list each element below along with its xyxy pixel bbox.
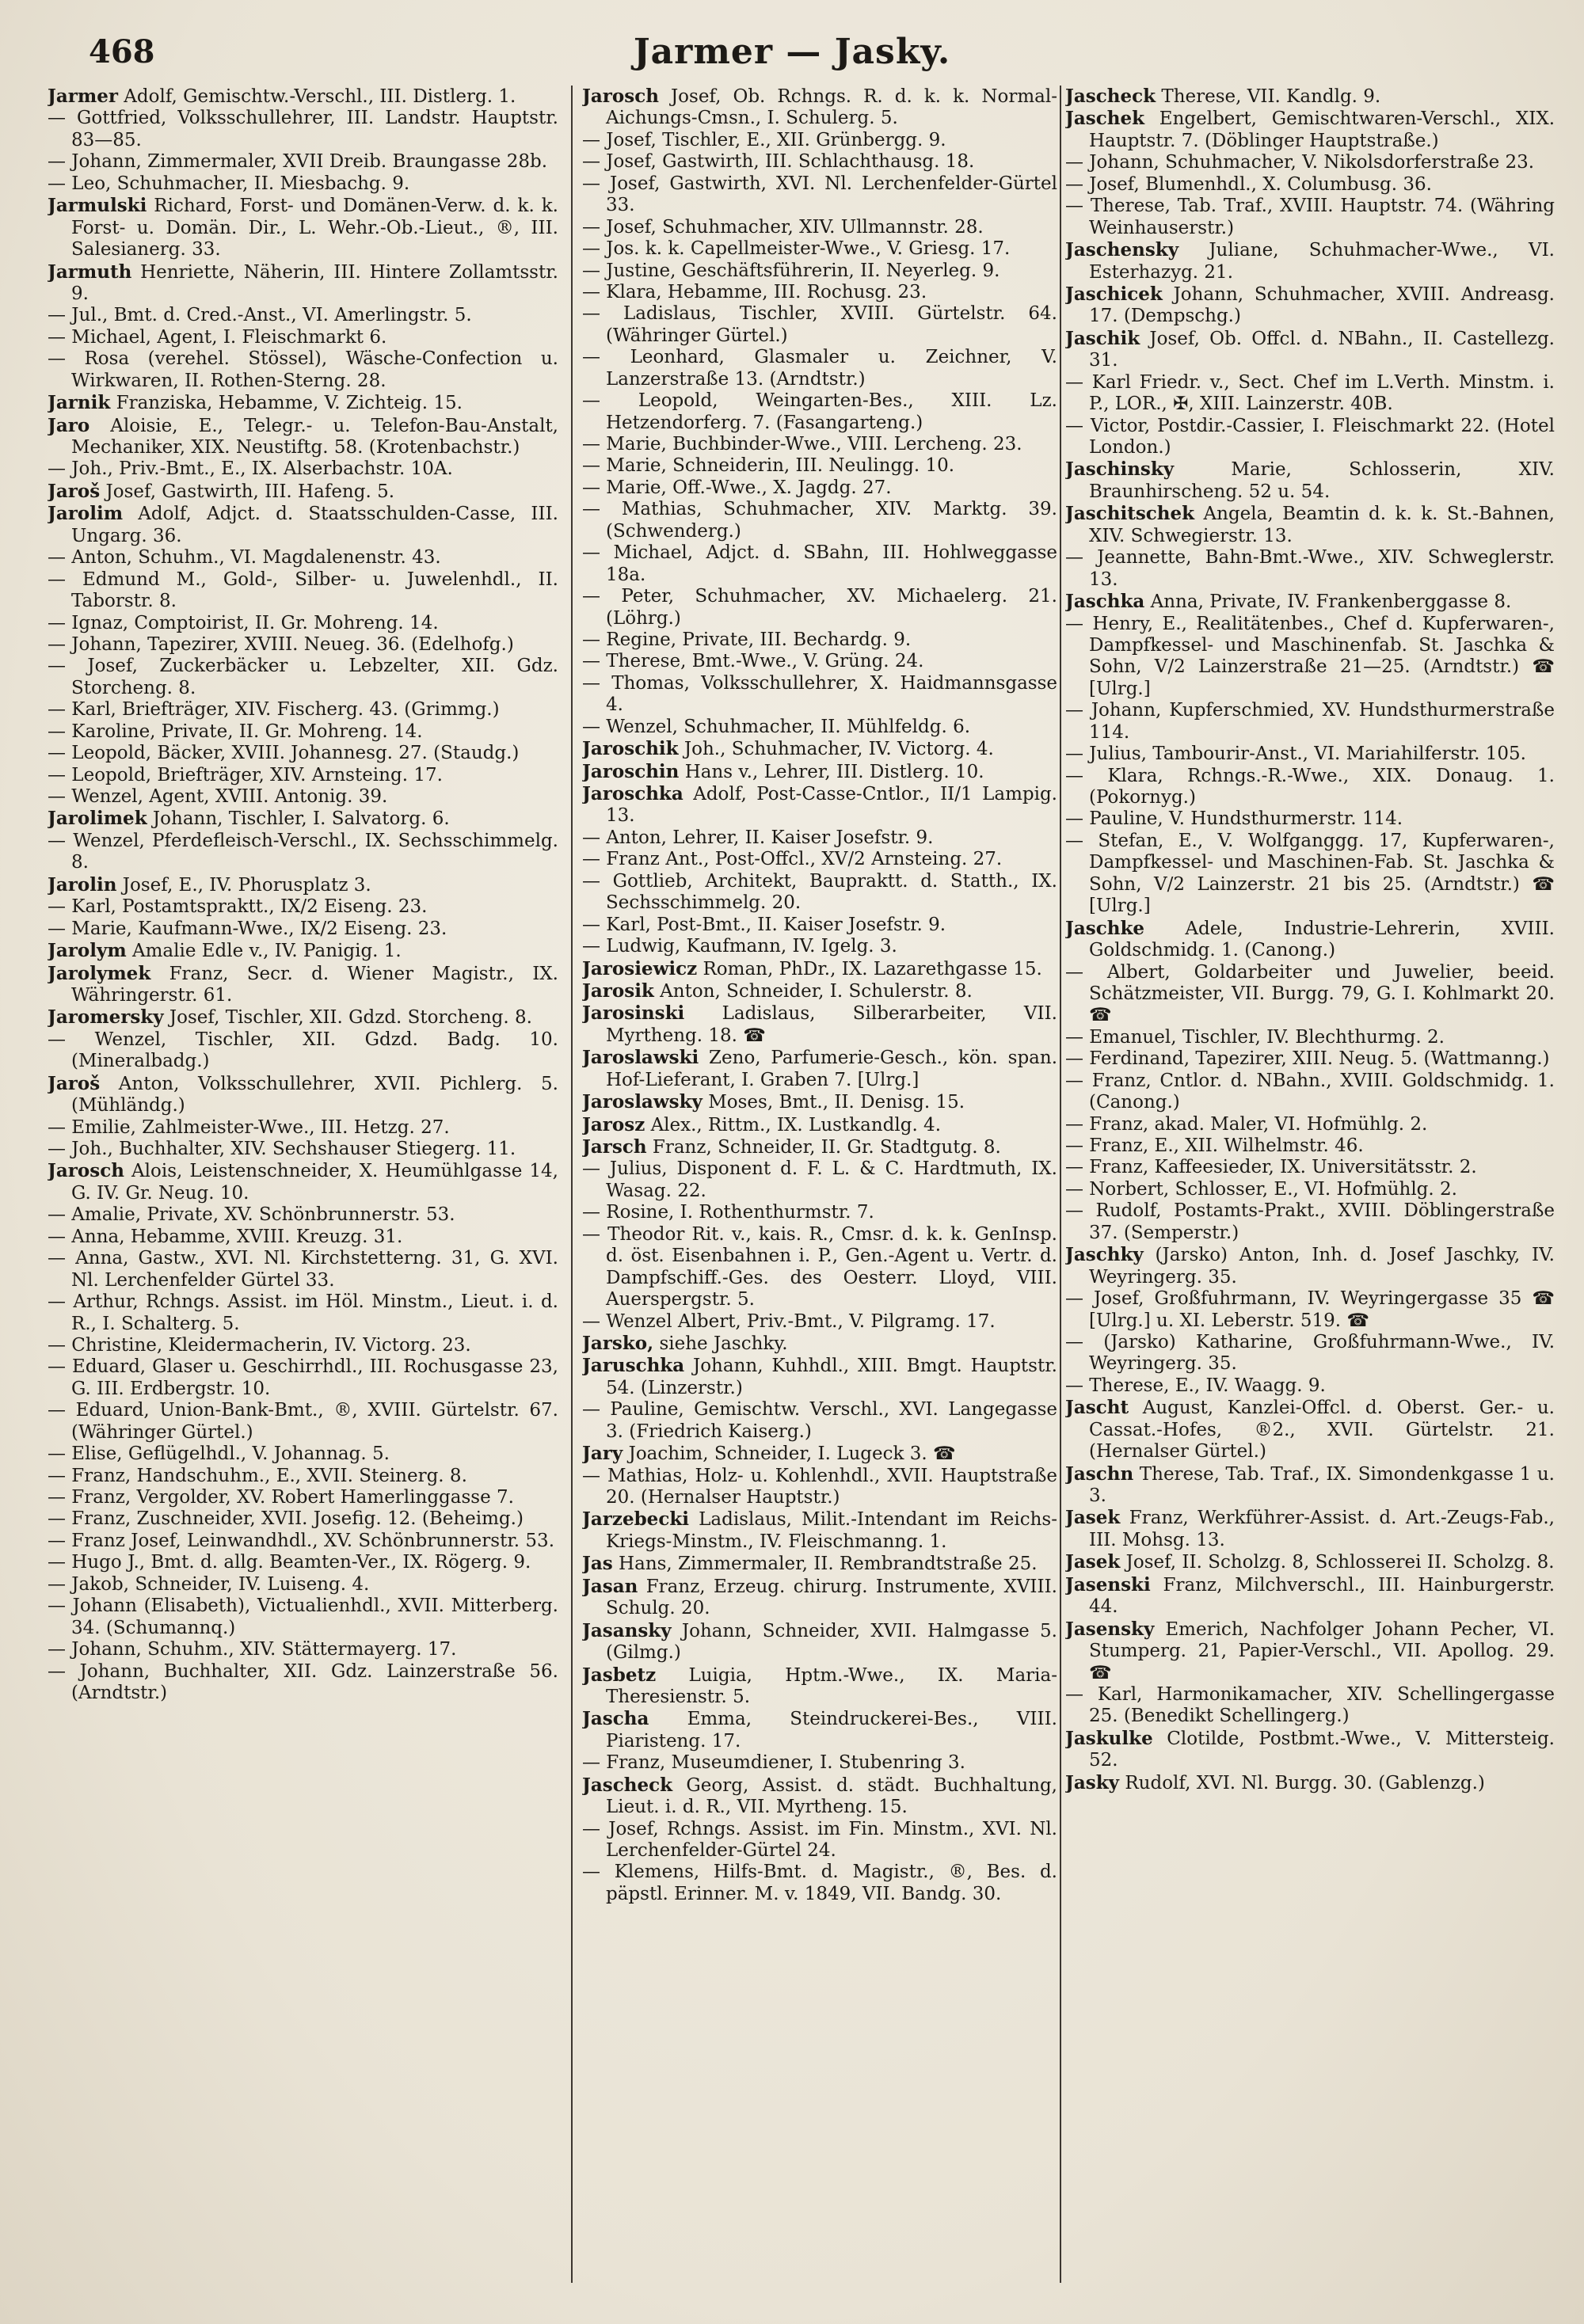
entry-headword: Jarosch: [48, 1160, 124, 1182]
directory-entry: Jarmulski Richard, Forst- und Domänen-Verw. d. k. k. Forst- u. Domän. Dir., L. Wehr.-Ob.-Lieut., ®, III. Salesianerg. 33.: [48, 195, 558, 261]
directory-entry: — Henry, E., Realitätenbes., Chef d. Kupferwaren-, Dampfkessel- und Maschinenfab. St. Jaschka & Sohn, V/2 Lainzerstraße 21—25. (Arndtstr.) ☎ [Ulrg.]: [1065, 613, 1555, 699]
directory-entry: — Johann (Elisabeth), Victualienhdl., XVII. Mitterberg. 34. (Schumannq.): [48, 1596, 558, 1638]
directory-entry: Jarosch Josef, Ob. Rchngs. R. d. k. k. Normal-Aichungs-Cmsn., I. Schulerg. 5.: [582, 86, 1057, 129]
column-right: [1065, 86, 1555, 2295]
directory-entry: Jas Hans, Zimmermaler, II. Rembrandtstraße 25.: [582, 1553, 1038, 1575]
directory-entry: Jaschik Josef, Ob. Offcl. d. NBahn., II. Castellezg. 31.: [1065, 327, 1555, 371]
entry-headword: Jaschke: [1065, 917, 1145, 939]
entry-headword: Jarosch: [582, 86, 659, 107]
column-middle: [582, 86, 1057, 2295]
directory-entry: — Leopold, Weingarten-Bes., XIII. Lz. Hetzendorferg. 7. (Fasangarteng.): [582, 390, 1057, 433]
entry-headword: Jarmulski: [48, 195, 147, 217]
directory-entry: Jasensky Emerich, Nachfolger Johann Pecher, VI. Stumperg. 21, Papier-Verschl., VII. Apollog. 29. ☎: [1065, 1618, 1555, 1683]
directory-entry: Jaschke Adele, Industrie-Lehrerin, XVIII. Goldschmidg. 1. (Canong.): [1065, 917, 1555, 961]
entry-headword: Jaschitschek: [1065, 503, 1195, 525]
directory-entry: — Leopold, Briefträger, XIV. Arnsteing. 17.: [48, 764, 443, 785]
directory-entry: — Josef, Gastwirth, XVI. Nl. Lerchenfelder-Gürtel 33.: [582, 173, 1057, 216]
column-left: [48, 86, 558, 2295]
directory-entry: — Karl, Harmonikamacher, XIV. Schellingergasse 25. (Benedikt Schellingerg.): [1065, 1683, 1555, 1727]
entry-headword: Jaschicek: [1065, 283, 1163, 305]
directory-entry: Jarolin Josef, E., IV. Phorusplatz 3.: [48, 873, 371, 896]
directory-entry: Jarolymek Franz, Secr. d. Wiener Magistr., IX. Währingerstr. 61.: [48, 962, 558, 1006]
page-number: 468: [89, 33, 155, 70]
directory-entry: Jarolim Adolf, Adjct. d. Staatsschulden-Casse, III. Ungarg. 36.: [48, 503, 558, 546]
entry-headword: Jarmuth: [48, 261, 132, 283]
directory-entry: — Johann, Tapezirer, XVIII. Neueg. 36. (Edelhofg.): [48, 633, 514, 655]
entry-headword: Jaruschka: [582, 1355, 685, 1377]
directory-entry: — Christine, Kleidermacherin, IV. Victorg. 23.: [48, 1334, 471, 1356]
directory-entry: — Ladislaus, Tischler, XVIII. Gürtelstr. 64. (Währinger Gürtel.): [582, 303, 1057, 346]
directory-entry: — Karl, Briefträger, XIV. Fischerg. 43. (Grimmg.): [48, 699, 500, 721]
directory-entry: — Josef, Zuckerbäcker u. Lebzelter, XII. Gdz. Storcheng. 8.: [48, 656, 558, 698]
directory-entry: — Ignaz, Comptoirist, II. Gr. Mohreng. 14.: [48, 612, 439, 633]
entry-headword: Jary: [582, 1443, 623, 1465]
entry-headword: Jaschensky: [1065, 239, 1179, 261]
directory-entry: Jaroschik Joh., Schuhmacher, IV. Victorg. 4.: [582, 738, 994, 760]
directory-entry: — Emilie, Zahlmeister-Wwe., III. Hetzg. 27.: [48, 1116, 450, 1138]
directory-entry: — Karl, Postamtspraktt., IX/2 Eiseng. 23.: [48, 896, 428, 918]
entry-headword: Jaroš: [48, 1072, 101, 1094]
directory-entry: — Anton, Lehrer, II. Kaiser Josefstr. 9.: [582, 827, 934, 848]
directory-entry: — Joh., Buchhalter, XIV. Sechshauser Stiegerg. 11.: [48, 1139, 516, 1159]
directory-entry: — Wenzel Albert, Priv.-Bmt., V. Pilgramg. 17.: [582, 1310, 996, 1332]
entry-headword: Jasenski: [1065, 1573, 1151, 1596]
entry-headword: Jarolim: [48, 503, 124, 525]
directory-entry: Jarmuth Henriette, Näherin, III. Hintere Zollamtsstr. 9.: [48, 261, 558, 304]
directory-entry: — Josef, Blumenhdl., X. Columbusg. 36.: [1065, 173, 1432, 195]
column-rule-1: [571, 86, 573, 2283]
directory-entry: Jaroš Josef, Gastwirth, III. Hafeng. 5.: [48, 480, 395, 502]
entry-headword: Jarosz: [582, 1113, 645, 1135]
entry-headword: Jarolym: [48, 940, 127, 962]
directory-entry: — Josef, Großfuhrmann, IV. Weyringergasse 35 ☎ [Ulrg.] u. XI. Leberstr. 519. ☎: [1065, 1288, 1555, 1331]
directory-entry: Jasek Josef, II. Scholzg. 8, Schlosserei II. Scholzg. 8.: [1065, 1551, 1555, 1573]
directory-entry: Jascheck Therese, VII. Kandlg. 9.: [1065, 86, 1381, 107]
entry-headword: Jaroslawski: [582, 1047, 699, 1069]
entry-headword: Jarmer: [48, 86, 118, 107]
directory-entry: — Theodor Rit. v., kais. R., Cmsr. d. k. k. GenInsp. d. öst. Eisenbahnen i. P., Gen.-Agent u. Vertr. d. Dampfschiff.-Ges. des Oesterr. Lloyd, VIII. Auerspergstr. 5.: [582, 1223, 1057, 1310]
entry-headword: Jaschinsky: [1065, 458, 1175, 481]
entry-headword: Jarzebecki: [582, 1508, 689, 1531]
entry-headword: Jasan: [582, 1575, 638, 1597]
entry-headword: Jarolimek: [48, 808, 147, 830]
directory-entry: Jasan Franz, Erzeug. chirurg. Instrumente, XVIII. Schulg. 20.: [582, 1575, 1057, 1619]
directory-entry: Jaschicek Johann, Schuhmacher, XVIII. Andreasg. 17. (Dempschg.): [1065, 283, 1555, 327]
directory-entry: — Leo, Schuhmacher, II. Miesbachg. 9.: [48, 173, 410, 194]
entry-headword: Jaschka: [1065, 591, 1145, 613]
directory-entry: — Michael, Adjct. d. SBahn, III. Hohlweggasse 18a.: [582, 542, 1057, 585]
directory-entry: Jarmer Adolf, Gemischtw.-Verschl., III. Distlerg. 1.: [48, 86, 516, 107]
directory-entry: — Karl, Post-Bmt., II. Kaiser Josefstr. 9.: [582, 914, 946, 935]
directory-entry: — Norbert, Schlosser, E., VI. Hofmühlg. 2.: [1065, 1178, 1457, 1200]
directory-entry: — Leonhard, Glasmaler u. Zeichner, V. Lanzerstraße 13. (Arndtstr.): [582, 347, 1057, 390]
entry-headword: Jaro: [48, 414, 90, 436]
directory-entry: — Jul., Bmt. d. Cred.-Anst., VI. Amerlingstr. 5.: [48, 305, 472, 326]
entry-headword: Jasky: [1065, 1771, 1120, 1793]
directory-entry: — Eduard, Union-Bank-Bmt., ®, XVIII. Gürtelstr. 67. (Währinger Gürtel.): [48, 1400, 558, 1443]
directory-entry: — Justine, Geschäftsführerin, II. Neyerleg. 9.: [582, 260, 1000, 281]
entry-headword: Jarsko,: [582, 1332, 654, 1354]
entry-headword: Jaschek: [1065, 108, 1145, 130]
directory-entry: — Josef, Tischler, E., XII. Grünbergg. 9.: [582, 129, 946, 150]
entry-headword: Jasensky: [1065, 1618, 1155, 1640]
entry-headword: Jarosinski: [582, 1002, 685, 1025]
directory-entry: — Stefan, E., V. Wolfganggg. 17, Kupferwaren-, Dampfkessel- und Maschinen-Fab. St. Jaschka & Sohn, V/2 Lainzerstr. 21 bis 25. (Arndtstr.) ☎ [Ulrg.]: [1065, 830, 1555, 917]
directory-entry: Jasek Franz, Werkführer-Assist. d. Art.-Zeugs-Fab., III. Mohsg. 13.: [1065, 1507, 1555, 1550]
entry-headword: Jaschn: [1065, 1462, 1134, 1485]
directory-entry: — Franz, Cntlor. d. NBahn., XVIII. Goldschmidg. 1. (Canong.): [1065, 1070, 1555, 1113]
directory-entry: — Gottfried, Volksschullehrer, III. Landstr. Hauptstr. 83—85.: [48, 108, 558, 150]
directory-entry: — Karoline, Private, II. Gr. Mohreng. 14.: [48, 721, 423, 742]
directory-entry: Jarosiewicz Roman, PhDr., IX. Lazarethgasse 15.: [582, 957, 1042, 979]
directory-entry: — Emanuel, Tischler, IV. Blechthurmg. 2.: [1065, 1026, 1445, 1048]
directory-entry: Jaroslawski Zeno, Parfumerie-Gesch., kön. span. Hof-Lieferant, I. Graben 7. [Ulrg.]: [582, 1047, 1057, 1090]
entry-headword: Jaroschik: [582, 738, 679, 760]
directory-entry: Jarnik Franziska, Hebamme, V. Zichteig. 15.: [48, 392, 463, 414]
entry-headword: Jarolin: [48, 873, 117, 896]
directory-entry: Jaskulke Clotilde, Postbmt.-Wwe., V. Mittersteig. 52.: [1065, 1727, 1555, 1771]
directory-entry: — Rosine, I. Rothenthurmstr. 7.: [582, 1202, 874, 1223]
directory-entry: — Wenzel, Pferdefleisch-Verschl., IX. Sechsschimmelg. 8.: [48, 830, 558, 873]
directory-entry: — Ludwig, Kaufmann, IV. Igelg. 3.: [582, 936, 897, 957]
directory-entry: — Klemens, Hilfs-Bmt. d. Magistr., ®, Bes. d. päpstl. Erinner. M. v. 1849, VII. Bandg. 30.: [582, 1862, 1057, 1904]
directory-entry: Jarzebecki Ladislaus, Milit.-Intendant im Reichs-Kriegs-Minstm., IV. Fleischmanng. 1.: [582, 1508, 1057, 1552]
directory-entry: Jaschn Therese, Tab. Traf., IX. Simondenkgasse 1 u. 3.: [1065, 1462, 1555, 1506]
entry-headword: Jasbetz: [582, 1664, 657, 1686]
directory-entry: — Josef, Rchngs. Assist. im Fin. Minstm., XVI. Nl. Lerchenfelder-Gürtel 24.: [582, 1818, 1057, 1861]
directory-entry: — Marie, Schneiderin, III. Neulingg. 10.: [582, 455, 955, 477]
directory-entry: — Mathias, Schuhmacher, XIV. Marktg. 39. (Schwenderg.): [582, 499, 1057, 542]
entry-headword: Jaroš: [48, 480, 101, 502]
directory-entry: Jaroschin Hans v., Lehrer, III. Distlerg. 10.: [582, 760, 984, 782]
entry-headword: Jarosiewicz: [582, 957, 698, 979]
directory-entry: Jasenski Franz, Milchverschl., III. Hainburgerstr. 44.: [1065, 1573, 1555, 1618]
directory-entry: — Karl Friedr. v., Sect. Chef im L.Verth. Minstm. i. P., LOR., ✠, XIII. Lainzerstr. 40B.: [1065, 371, 1555, 415]
entry-headword: Jaroslawsky: [582, 1091, 703, 1113]
directory-entry: — Anna, Hebamme, XVIII. Kreuzg. 31.: [48, 1226, 403, 1247]
directory-entry: — Pauline, V. Hundsthurmerstr. 114.: [1065, 808, 1403, 830]
directory-entry: Jarolimek Johann, Tischler, I. Salvatorg. 6.: [48, 808, 450, 830]
directory-entry: — Albert, Goldarbeiter und Juwelier, beeid. Schätzmeister, VII. Burgg. 79, G. I. Kohlmarkt 20. ☎: [1065, 961, 1555, 1026]
directory-entry: Jarsch Franz, Schneider, II. Gr. Stadtgutg. 8.: [582, 1136, 1001, 1158]
directory-entry: Jaruschka Johann, Kuhhdl., XIII. Bmgt. Hauptstr. 54. (Linzerstr.): [582, 1355, 1057, 1398]
directory-entry: — Edmund M., Gold-, Silber- u. Juwelenhdl., II. Taborstr. 8.: [48, 569, 558, 612]
directory-entry: — Jakob, Schneider, IV. Luiseng. 4.: [48, 1573, 370, 1595]
entry-headword: Jascheck: [582, 1774, 673, 1796]
entry-headword: Jarsch: [582, 1136, 647, 1158]
directory-entry: — Franz Josef, Leinwandhdl., XV. Schönbrunnerstr. 53.: [48, 1530, 555, 1551]
directory-entry: — Josef, Schuhmacher, XIV. Ullmannstr. 28.: [582, 216, 984, 238]
directory-entry: — Franz, E., XII. Wilhelmstr. 46.: [1065, 1135, 1364, 1156]
directory-entry: Jasansky Johann, Schneider, XVII. Halmgasse 5. (Gilmg.): [582, 1619, 1057, 1664]
directory-entry: — Elise, Geflügelhdl., V. Johannag. 5.: [48, 1443, 390, 1465]
directory-entry: — Rosa (verehel. Stössel), Wäsche-Confection u. Wirkwaren, II. Rothen-Sterng. 28.: [48, 348, 558, 391]
directory-entry: Jaroslawsky Moses, Bmt., II. Denisg. 15.: [582, 1091, 965, 1113]
directory-entry: — Gottlieb, Architekt, Baupraktt. d. Statth., IX. Sechsschimmelg. 20.: [582, 870, 1057, 914]
directory-entry: — Franz Ant., Post-Offcl., XV/2 Arnsteing. 27.: [582, 849, 1003, 870]
directory-entry: — Hugo J., Bmt. d. allg. Beamten-Ver., IX. Rögerg. 9.: [48, 1552, 531, 1573]
directory-entry: — Mathias, Holz- u. Kohlenhdl., XVII. Hauptstraße 20. (Hernalser Hauptstr.): [582, 1465, 1057, 1508]
directory-entry: — Klara, Hebamme, III. Rochusg. 23.: [582, 281, 927, 302]
entry-headword: Jascha: [582, 1708, 649, 1730]
directory-entry: Jasbetz Luigia, Hptm.-Wwe., IX. Maria-Theresienstr. 5.: [582, 1664, 1057, 1707]
directory-entry: — Pauline, Gemischtw. Verschl., XVI. Langegasse 3. (Friedrich Kaiserg.): [582, 1399, 1057, 1442]
running-header: Jarmer — Jasky.: [633, 32, 951, 72]
directory-entry: Jarosch Alois, Leistenschneider, X. Heumühlgasse 14, G. IV. Gr. Neug. 10.: [48, 1160, 558, 1204]
directory-entry: Jaromersky Josef, Tischler, XII. Gdzd. Storcheng. 8.: [48, 1006, 532, 1029]
entry-headword: Jas: [582, 1553, 613, 1575]
directory-entry: — Wenzel, Tischler, XII. Gdzd. Badg. 10. (Mineralbadg.): [48, 1029, 558, 1072]
directory-entry: — Johann, Schuhmacher, V. Nikolsdorferstraße 23.: [1065, 152, 1535, 173]
directory-entry: Jaschka Anna, Private, IV. Frankenberggasse 8.: [1065, 591, 1512, 613]
directory-entry: — Amalie, Private, XV. Schönbrunnerstr. 53.: [48, 1204, 455, 1226]
directory-entry: — Peter, Schuhmacher, XV. Michaelerg. 21. (Löhrg.): [582, 586, 1057, 629]
directory-entry: — Michael, Agent, I. Fleischmarkt 6.: [48, 326, 387, 348]
directory-entry: Jarosinski Ladislaus, Silberarbeiter, VII. Myrtheng. 18. ☎: [582, 1002, 1057, 1046]
directory-entry: Jascha Emma, Steindruckerei-Bes., VIII. Piaristeng. 17.: [582, 1708, 1057, 1752]
directory-entry: — Johann, Schuhm., XIV. Stättermayerg. 17.: [48, 1639, 457, 1660]
directory-entry: — Julius, Disponent d. F. L. & C. Hardtmuth, IX. Wasag. 22.: [582, 1158, 1057, 1201]
directory-entry: — Jos. k. k. Capellmeister-Wwe., V. Griesg. 17.: [582, 238, 1011, 260]
directory-entry: Jaroš Anton, Volksschullehrer, XVII. Pichlerg. 5. (Mühländg.): [48, 1072, 558, 1116]
directory-entry: — Franz, akad. Maler, VI. Hofmühlg. 2.: [1065, 1113, 1428, 1135]
directory-entry: — Johann, Zimmermaler, XVII Dreib. Braungasse 28b.: [48, 151, 548, 173]
directory-entry: Jary Joachim, Schneider, I. Lugeck 3. ☎: [582, 1443, 956, 1465]
entry-headword: Jarnik: [48, 392, 111, 414]
directory-entry: — Thomas, Volksschullehrer, X. Haidmannsgasse 4.: [582, 672, 1057, 716]
directory-entry: Jarosik Anton, Schneider, I. Schulerstr. 8.: [582, 979, 973, 1002]
directory-entry: — Marie, Off.-Wwe., X. Jagdg. 27.: [582, 477, 892, 498]
directory-entry: — Johann, Kupferschmied, XV. Hundsthurmerstraße 114.: [1065, 700, 1555, 743]
directory-entry: — Franz, Vergolder, XV. Robert Hamerlinggasse 7.: [48, 1487, 514, 1508]
directory-entry: — Julius, Tambourir-Anst., VI. Mariahilferstr. 105.: [1065, 744, 1526, 765]
entry-headword: Jaschik: [1065, 327, 1140, 349]
directory-entry: Jarolym Amalie Edle v., IV. Panigig. 1.: [48, 940, 402, 962]
directory-entry: — Eduard, Glaser u. Geschirrhdl., III. Rochusgasse 23, G. III. Erdbergstr. 10.: [48, 1356, 558, 1399]
entry-headword: Jaroschka: [582, 783, 683, 804]
directory-entry: Jascht August, Kanzlei-Offcl. d. Oberst. Ger.- u. Cassat.-Hofes, ®2., XVII. Gürtelstr. 21. (Hernalser Gürtel.): [1065, 1397, 1555, 1462]
directory-entry: — Anna, Gastw., XVI. Nl. Kirchstetterng. 31, G. XVI. Nl. Lerchenfelder Gürtel 33.: [48, 1248, 558, 1291]
directory-entry: — Marie, Buchbinder-Wwe., VIII. Lercheng. 23.: [582, 434, 1022, 455]
directory-entry: Jaro Aloisie, E., Telegr.- u. Telefon-Bau-Anstalt, Mechaniker, XIX. Neustiftg. 58. (Krotenbachstr.): [48, 414, 558, 458]
directory-entry: — Anton, Schuhm., VI. Magdalenenstr. 43.: [48, 547, 441, 569]
entry-headword: Jasansky: [582, 1619, 672, 1641]
entry-headword: Jaromersky: [48, 1006, 164, 1029]
entry-headword: Jascht: [1065, 1397, 1129, 1419]
directory-entry: — Johann, Buchhalter, XII. Gdz. Lainzerstraße 56. (Arndtstr.): [48, 1660, 558, 1703]
directory-entry: — Wenzel, Schuhmacher, II. Mühlfeldg. 6.: [582, 716, 971, 737]
entry-headword: Jarolymek: [48, 962, 151, 984]
entry-headword: Jasek: [1065, 1507, 1121, 1529]
directory-entry: — Jeannette, Bahn-Bmt.-Wwe., XIV. Schweglerstr. 13.: [1065, 547, 1555, 590]
directory-entry: — Joh., Priv.-Bmt., E., IX. Alserbachstr. 10A.: [48, 458, 453, 480]
entry-headword: Jaschky: [1065, 1244, 1144, 1266]
directory-entry: Jarsko, siehe Jaschky.: [582, 1332, 788, 1354]
directory-entry: — Therese, Tab. Traf., XVIII. Hauptstr. 74. (Währing Weinhauserstr.): [1065, 196, 1555, 238]
directory-entry: — Therese, Bmt.-Wwe., V. Grüng. 24.: [582, 651, 924, 672]
directory-entry: — Wenzel, Agent, XVIII. Antonig. 39.: [48, 786, 388, 807]
directory-entry: — Franz, Museumdiener, I. Stubenring 3.: [582, 1752, 965, 1774]
directory-entry: Jaroschka Adolf, Post-Casse-Cntlor., II/1 Lampig. 13.: [582, 783, 1057, 827]
directory-entry: — Klara, Rchngs.-R.-Wwe., XIX. Donaug. 1. (Pokornyg.): [1065, 765, 1555, 808]
directory-entry: — Ferdinand, Tapezirer, XIII. Neug. 5. (Wattmanng.): [1065, 1048, 1550, 1070]
directory-entry: — Therese, E., IV. Waagg. 9.: [1065, 1375, 1326, 1396]
directory-entry: — Regine, Private, III. Bechardg. 9.: [582, 629, 912, 650]
entry-headword: Jaskulke: [1065, 1727, 1153, 1749]
directory-entry: — Rudolf, Postamts-Prakt., XVIII. Döblingerstraße 37. (Semperstr.): [1065, 1200, 1555, 1243]
directory-entry: — (Jarsko) Katharine, Großfuhrmann-Wwe., IV. Weyringerg. 35.: [1065, 1331, 1555, 1375]
directory-entry: Jaschek Engelbert, Gemischtwaren-Verschl., XIX. Hauptstr. 7. (Döblinger Hauptstraße.): [1065, 108, 1555, 151]
entry-headword: Jascheck: [1065, 86, 1156, 107]
directory-entry: — Arthur, Rchngs. Assist. im Höl. Minstm., Lieut. i. d. R., I. Schalterg. 5.: [48, 1291, 558, 1334]
directory-entry: — Leopold, Bäcker, XVIII. Johannesg. 27. (Staudg.): [48, 743, 520, 764]
directory-entry: Jasky Rudolf, XVI. Nl. Burgg. 30. (Gablenzg.): [1065, 1771, 1485, 1793]
directory-entry: — Josef, Gastwirth, III. Schlachthausg. 18.: [582, 151, 975, 173]
entry-headword: Jaroschin: [582, 760, 680, 782]
directory-entry: Jaschky (Jarsko) Anton, Inh. d. Josef Jaschky, IV. Weyringerg. 35.: [1065, 1244, 1555, 1288]
directory-entry: — Franz, Handschuhm., E., XVII. Steinerg. 8.: [48, 1465, 467, 1486]
directory-entry: Jaschinsky Marie, Schlosserin, XIV. Braunhirscheng. 52 u. 54.: [1065, 458, 1555, 502]
directory-entry: — Franz, Zuschneider, XVII. Josefig. 12. (Beheimg.): [48, 1508, 524, 1530]
entry-headword: Jasek: [1065, 1551, 1121, 1573]
column-rule-2: [1060, 86, 1061, 2283]
directory-entry: Jaschensky Juliane, Schuhmacher-Wwe., VI. Esterhazyg. 21.: [1065, 239, 1555, 283]
directory-entry: Jarosz Alex., Rittm., IX. Lustkandlg. 4.: [582, 1113, 942, 1135]
directory-entry: Jaschitschek Angela, Beamtin d. k. k. St.-Bahnen, XIV. Schwegierstr. 13.: [1065, 503, 1555, 546]
directory-entry: Jascheck Georg, Assist. d. städt. Buchhaltung, Lieut. i. d. R., VII. Myrtheng. 15.: [582, 1774, 1057, 1818]
directory-entry: — Victor, Postdir.-Cassier, I. Fleischmarkt 22. (Hotel London.): [1065, 415, 1555, 458]
directory-entry: — Franz, Kaffeesieder, IX. Universitätsstr. 2.: [1065, 1157, 1477, 1178]
entry-headword: Jarosik: [582, 979, 654, 1002]
directory-entry: — Marie, Kaufmann-Wwe., IX/2 Eiseng. 23.: [48, 918, 447, 939]
